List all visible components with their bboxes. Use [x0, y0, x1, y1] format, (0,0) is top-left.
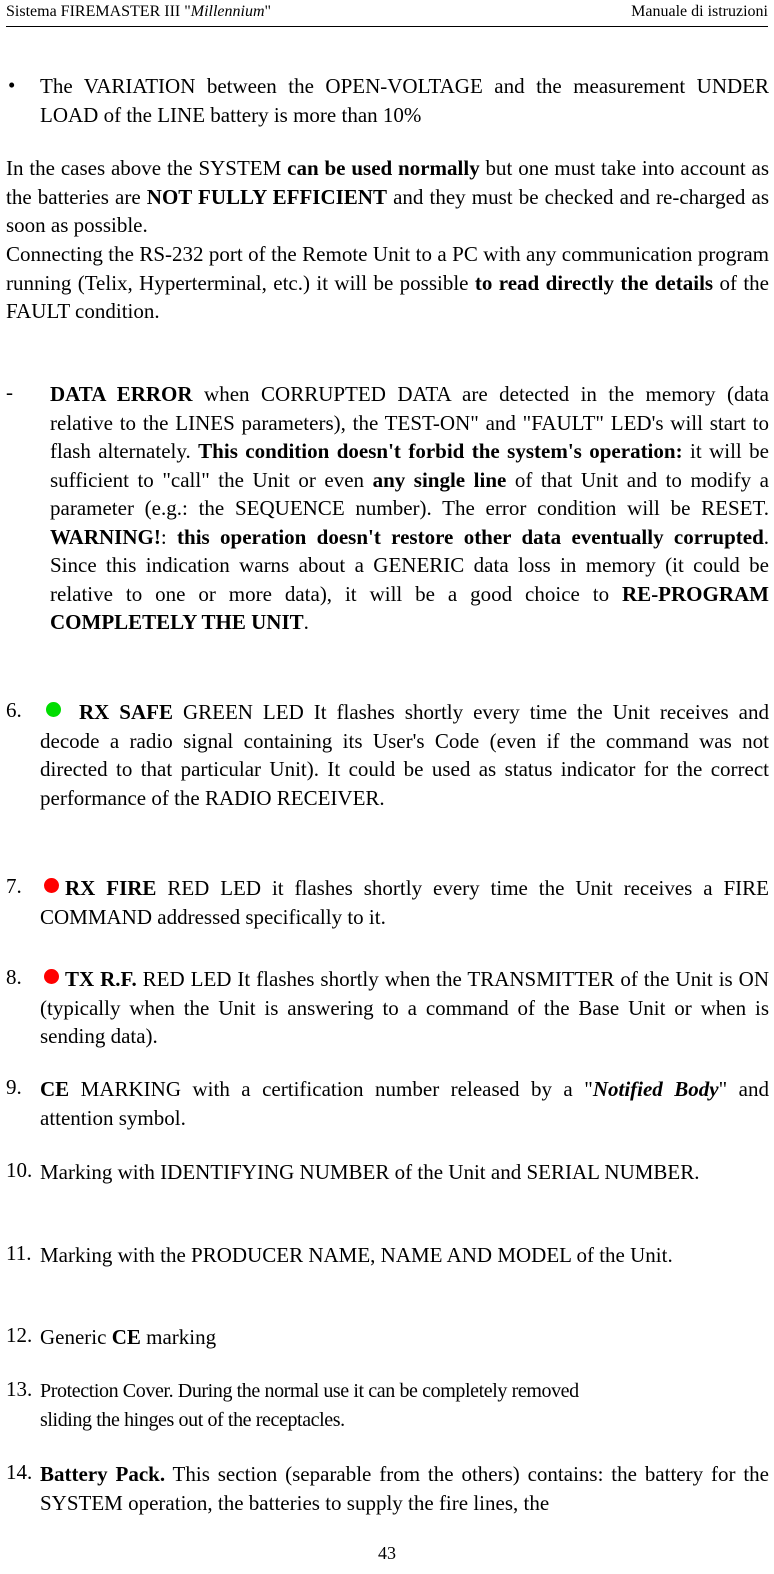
page-number: 43	[378, 1543, 396, 1563]
item-battery-pack: Battery Pack. This section (separable from the others) contains: the battery for the SYSTEM operation, the batteries to supply the fire lines, the	[40, 1462, 769, 1515]
item-producer-name: Marking with the PRODUCER NAME, NAME AND MODEL of the Unit.	[40, 1243, 673, 1267]
item-number: 10.	[6, 1158, 33, 1182]
item-identifying-number: Marking with IDENTIFYING NUMBER of the Unit and SERIAL NUMBER.	[40, 1160, 700, 1184]
item-number: 13.	[6, 1377, 33, 1401]
red-led-icon	[44, 969, 59, 984]
green-led-icon	[46, 702, 61, 717]
paragraph-rs232: Connecting the RS-232 port of the Remote Unit to a PC with any communication program running (Telix, Hyperterminal, etc.) it will be possible to read directly the details of the FAULT condition.	[6, 242, 770, 323]
item-ce-marking: CE MARKING with a certification number released by a "Notified Body" and attention symbol.	[40, 1077, 769, 1130]
item-number: 11.	[6, 1241, 32, 1265]
header-manual-label: Manuale di istruzioni	[631, 3, 768, 20]
item-tx-rf: TX R.F. RED LED It flashes shortly when the TRANSMITTER of the Unit is ON (typically when the Unit is answering to a command of the Base Unit or when is sending data).	[40, 967, 769, 1048]
data-error-dash: -	[6, 380, 13, 404]
header-title	[6, 3, 271, 21]
red-led-icon	[44, 878, 59, 893]
header-title-italic: Millennium	[190, 3, 265, 20]
item-number: 12.	[6, 1323, 33, 1347]
header-title-prefix: Sistema FIREMASTER III "	[6, 3, 191, 20]
item-rx-fire: RX FIRE RED LED it flashes shortly every time the Unit receives a FIRE COMMAND addressed specifically to it.	[40, 876, 769, 929]
bullet-glyph: •	[8, 73, 16, 97]
bullet-item-text: The VARIATION between the OPEN-VOLTAGE and the measurement UNDER LOAD of the LINE battery is more than 10%	[40, 74, 769, 127]
header-title-suffix: "	[264, 3, 272, 20]
item-number: 14.	[6, 1460, 33, 1484]
page-header	[6, 0, 768, 27]
item-rx-safe: RX SAFE GREEN LED It flashes shortly every time the Unit receives and decode a radio signal containing its User's Code (even if the command was not directed to that particular Unit). It could be used as status indicator for the correct performance of the RADIO RECEIVER.	[40, 700, 769, 810]
item-protection-cover: Protection Cover. During the normal use it can be completely removed sliding the hinges out of the receptacles.	[40, 1380, 579, 1431]
item-number: 8.	[6, 965, 22, 989]
item-number: 6.	[6, 698, 22, 722]
item-number: 9.	[6, 1075, 22, 1099]
item-generic-ce: Generic CE marking	[40, 1325, 217, 1349]
data-error-paragraph: DATA ERROR when CORRUPTED DATA are detected in the memory (data relative to the LINES parameters), the TEST-ON" and "FAULT" LED's will start to flash alternately. This condition doesn't forbid the system's operation: it will be sufficient to "call" the Unit or even any single line of that Unit and to modify a parameter (e.g.: the SEQUENCE number). The error condition will be RESET. WARNING!: this operation doesn't restore other data eventually corrupted. Since this indication warns about a GENERIC data loss in memory (it could be relative to one or more data), it will be a good choice to RE-PROGRAM COMPLETELY THE UNIT.	[50, 382, 769, 634]
paragraph-batteries: In the cases above the SYSTEM can be used normally but one must take into account as the batteries are NOT FULLY EFFICIENT and they must be checked and re-charged as soon as possible.	[6, 156, 770, 237]
item-number: 7.	[6, 874, 22, 898]
